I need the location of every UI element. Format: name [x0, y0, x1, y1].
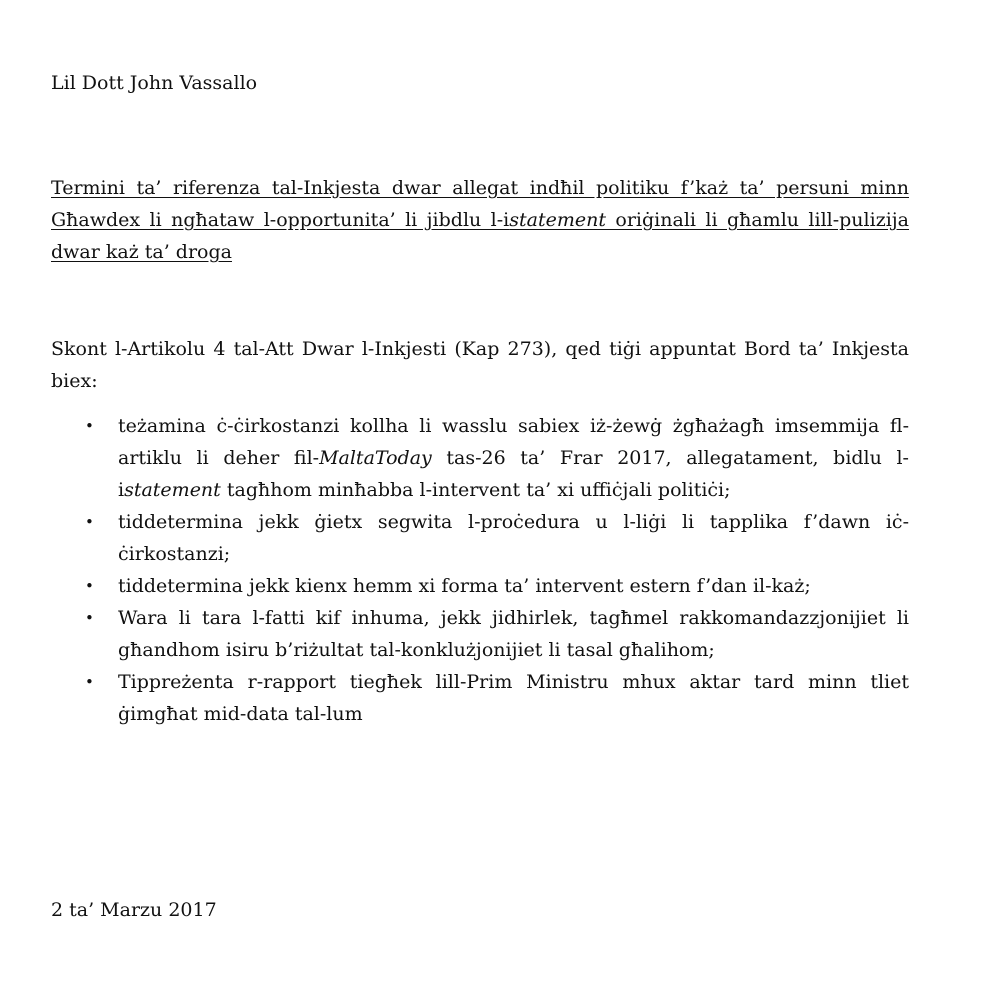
list-item [51, 602, 909, 666]
title-text-part2: oriġinali li għamlu lill-pulizija dwar każ ta’ droga [51, 209, 910, 263]
title-italic-term: statement [509, 209, 606, 231]
item-1-italic-term: statement [124, 479, 221, 501]
item-3-text: tiddetermina jekk kienx hemm xi forma ta’ intervent estern f’dan il-każ; [118, 575, 811, 597]
item-5-text: Tippreżenta r-rapport tiegħek lill-Prim Ministru mhux aktar tard minn tliet ġimgħat mid-data tal-lum [118, 671, 909, 725]
list-item [51, 506, 909, 570]
bullet-icon: • [85, 513, 94, 531]
document-title [51, 172, 909, 268]
bullet-icon: • [85, 609, 94, 627]
list-item [51, 570, 909, 602]
terms-list [51, 410, 909, 730]
list-item [51, 410, 909, 506]
item-1-text-a: teżamina ċ-ċirkostanzi kollha li wasslu sabiex iż-żewġ żgħażagħ imsemmija fl-artiklu li deher fil- [118, 415, 909, 469]
addressee-line: Lil Dott John Vassallo [51, 72, 258, 94]
item-2-text: tiddetermina jekk ġietx segwita l-proċedura u l-liġi li tapplika f’dawn iċ-ċirkostanzi; [118, 511, 909, 565]
bullet-icon: • [85, 673, 94, 691]
intro-paragraph: Skont l-Artikolu 4 tal-Att Dwar l-Inkjesti (Kap 273), qed tiġi appuntat Bord ta’ Inkjesta biex: [51, 338, 909, 392]
item-1-publication-name: MaltaToday [319, 447, 432, 469]
item-1-text-e: tagħhom minħabba l-intervent ta’ xi uffiċjali politiċi; [220, 479, 731, 501]
item-4-text: Wara li tara l-fatti kif inhuma, jekk jidhirlek, tagħmel rakkomandazzjonijiet li għandhom isiru b’riżultat tal-konklużjonijiet li tasal għalihom; [118, 607, 909, 661]
bullet-icon: • [85, 417, 94, 435]
title-text-part1: Termini ta’ riferenza tal-Inkjesta dwar allegat indħil politiku f’każ ta’ persuni minn Għawdex li ngħataw l-opportunita’ li jibdlu l-i [51, 177, 909, 231]
document-date: 2 ta’ Marzu 2017 [51, 899, 217, 921]
item-1-text-c: tas-26 ta’ Frar 2017, allegatament, bidlu l-i [118, 447, 909, 501]
list-item [51, 666, 909, 730]
bullet-icon: • [85, 577, 94, 595]
